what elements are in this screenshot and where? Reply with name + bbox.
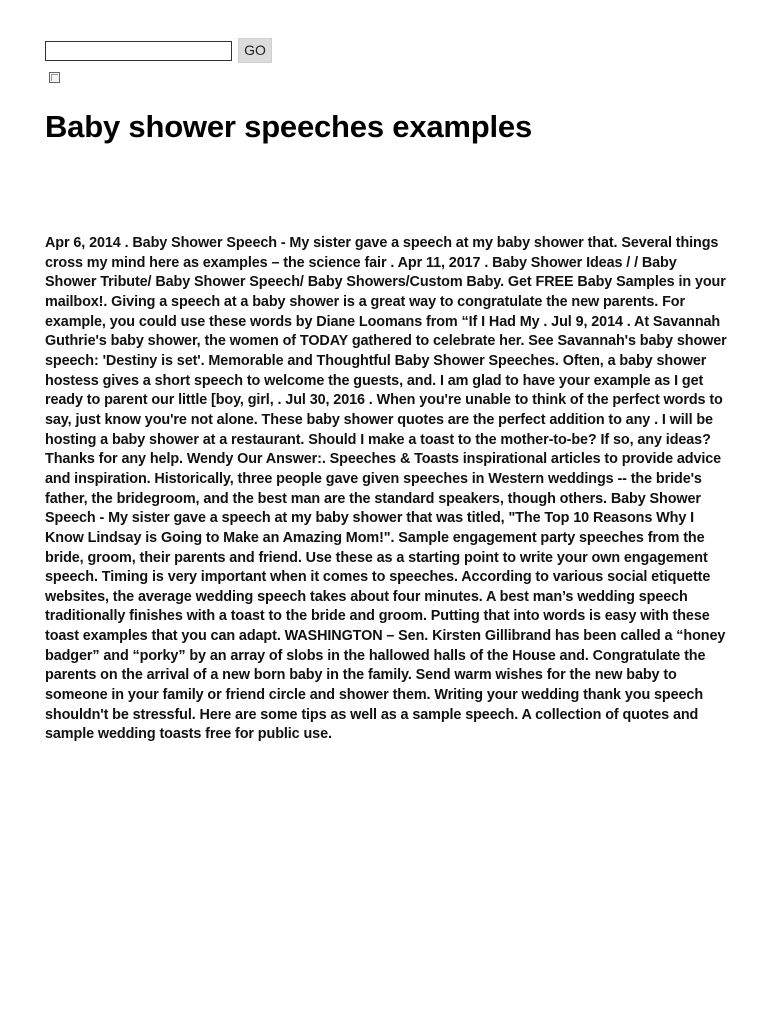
go-button[interactable]: GO — [238, 38, 272, 63]
search-bar — [45, 38, 272, 63]
page-title: Baby shower speeches examples — [45, 109, 533, 144]
checkbox[interactable] — [49, 72, 60, 83]
article-body: Apr 6, 2014 . Baby Shower Speech - My sister gave a speech at my baby shower that. Several things cross my mind here as examples – the science fair . Apr 11, 2017 . Baby Shower Ideas / / Baby Shower Tribute/ Baby Shower Speech/ Baby Showers/Custom Baby. Get FREE Baby Samples in your mailbox!. Giving a speech at a baby shower is a great way to congratulate the new parents. For example, you could use these words by Diane Loomans from “If I Had My . Jul 9, 2014 . At Savannah Guthrie's baby shower, the women of TODAY gathered to celebrate her. See Savannah's baby shower speech: 'Destiny is set'. Memorable and Thoughtful Baby Shower Speeches. Often, a baby shower hostess gives a short speech to welcome the guests, and. I am glad to have your example as I get ready to parent our little [boy, girl, . Jul 30, 2016 . When you're unable to think of the perfect words to say, just know you're not alone. These baby shower quotes are the perfect addition to any . I will be hosting a baby shower at a restaurant. Should I make a toast to the mother-to-be? If so, any ideas? Thanks for any help. Wendy Our Answer:. Speeches & Toasts inspirational articles to provide advice and inspiration. Historically, three people gave given speeches in Western weddings -- the bride's father, the bridegroom, and the best man are the standard speakers, though others. Baby Shower Speech - My sister gave a speech at my baby shower that was titled, "The Top 10 Reasons Why I Know Lindsay is Going to Make an Amazing Mom!". Sample engagement party speeches from the bride, groom, their parents and friend. Use these as a starting point to write your own engagement speech. Timing is very important when it comes to speeches. According to various social etiquette websites, the average wedding speech takes about four minutes. A best man’s wedding speech traditionally finishes with a toast to the bride and groom. Putting that into words is easy with these toast examples that you can adapt. WASHINGTON – Sen. Kirsten Gillibrand has been called a “honey badger” and “porky” by an array of slobs in the hallowed halls of the House and. Congratulate the parents on the arrival of a new born baby in the family. Send warm wishes for the new baby to someone in your family or friend circle and shower them. Writing your wedding thank you speech shouldn't be stressful. Here are some tips as well as a sample speech. A collection of quotes and sample wedding toasts free for public use. — [45, 235, 727, 743]
search-input[interactable] — [45, 41, 232, 61]
